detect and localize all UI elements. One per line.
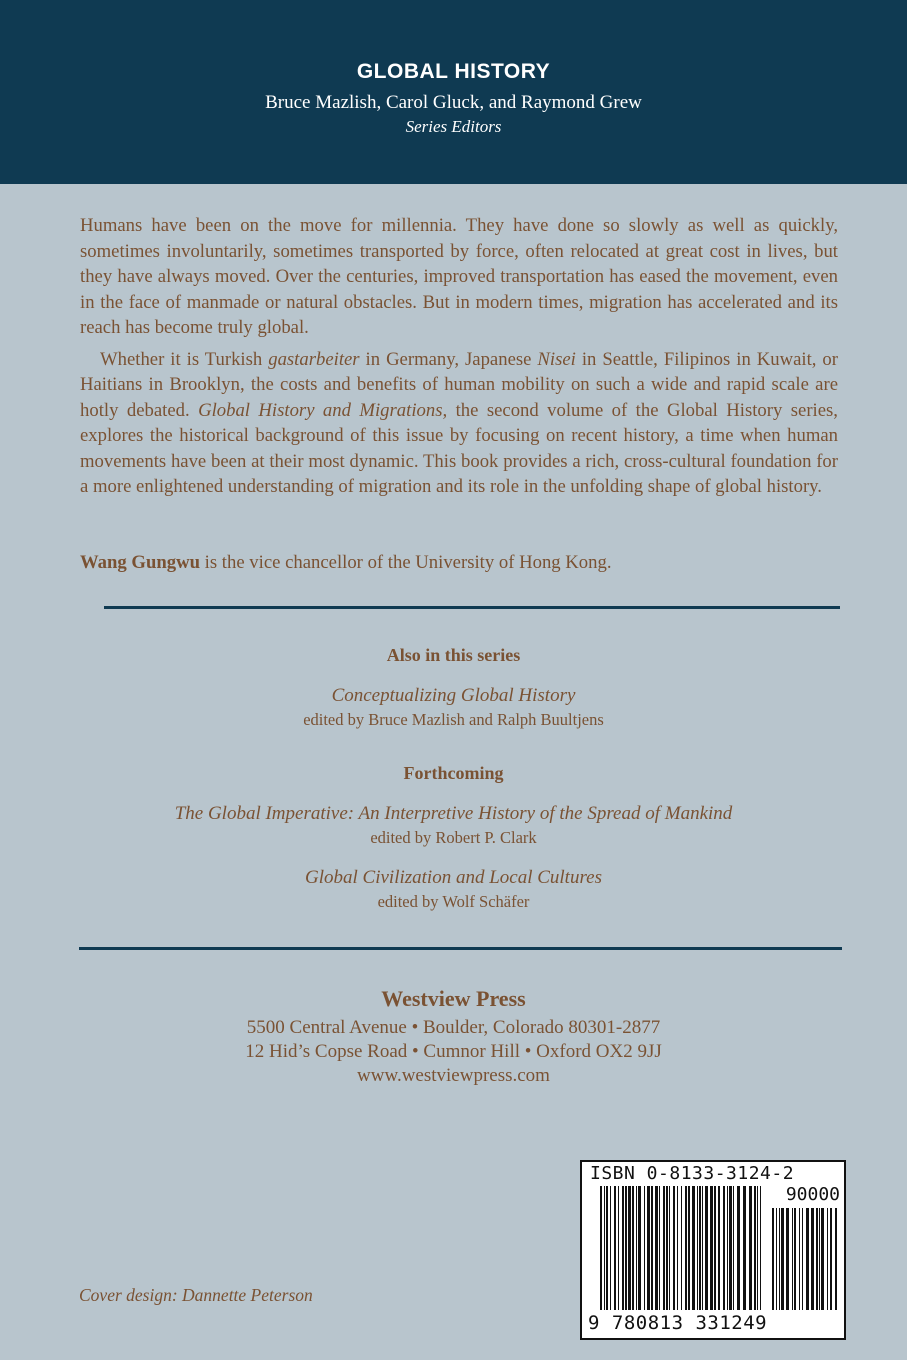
forthcoming-book-editor: edited by Wolf Schäfer [377,892,530,911]
barcode-bar [606,1186,608,1310]
barcode-bar [733,1186,734,1310]
barcode-bars-main [600,1186,762,1310]
barcode-bar [781,1208,784,1310]
isbn-barcode [580,1160,846,1340]
series-header-band [0,0,907,184]
barcode-bar [830,1208,832,1310]
barcode-bar [663,1186,665,1310]
barcode-bar [705,1186,708,1310]
barcode-bar [702,1186,703,1310]
barcode-bar [622,1186,624,1310]
barcode-bars-addon [772,1208,838,1310]
series-editors-label: Series Editors [405,117,502,136]
barcode-bar [697,1186,698,1310]
barcode-bar [655,1186,658,1310]
also-in-series-heading: Also in this series [386,645,521,665]
barcode-bar [737,1186,740,1310]
divider-rule [79,947,842,950]
barcode-bar [811,1208,814,1310]
divider-rule [104,606,840,609]
barcode-bar [757,1186,758,1310]
barcode-bar [644,1186,645,1310]
barcode-bar [681,1186,682,1310]
barcode-bar [651,1186,653,1310]
barcode-bar [669,1186,670,1310]
barcode-bar [692,1186,695,1310]
ean-digits: 9 780813 331249 [588,1312,768,1334]
blurb-term-gastarbeiter: gastarbeiter [268,348,360,370]
barcode-bar [816,1208,818,1310]
barcode-bar [786,1208,789,1310]
barcode-bar [772,1208,774,1310]
barcode-bar [638,1186,641,1310]
blurb-text: the second volume of the Global History series, explores the historical background of this issue by focusing on recent history, a time when human movements have been at their most dynamic. This book provides a rich, cross-cultural foundation for a more enlightened understanding of migration and its role in the unfolding shape of global history. [80,399,838,497]
blurb-text: in Germany, Japanese [359,348,538,370]
barcode-bar [625,1186,627,1310]
barcode-bar [600,1186,602,1310]
forthcoming-book-editor: edited by Robert P. Clark [370,828,537,847]
blurb-paragraph-2 [80,347,838,500]
barcode-bar [835,1208,837,1310]
barcode-bar [699,1186,701,1310]
isbn-number: ISBN 0-8133-3124-2 [590,1163,795,1184]
cover-design-credit: Cover design: Dannette Peterson [79,1285,313,1305]
barcode-bar [723,1186,725,1310]
barcode-bar [688,1186,690,1310]
barcode-bar [604,1186,605,1310]
barcode-bar [802,1208,803,1310]
price-code: 90000 [785,1184,840,1205]
barcode-bar [819,1208,820,1310]
barcode-bar [776,1208,777,1310]
barcode-bar [710,1186,713,1310]
barcode-bar [749,1186,752,1310]
blurb-text: Whether it is Turkish [100,348,269,370]
blurb-paragraph-1: Humans have been on the move for millennia. They have done so slowly as well as quickly, sometimes involuntarily, sometimes transported by force, often relocated at great cost in lives, but they have always moved. Over the centuries, improved transportation has eased the movement, even in the face of manmade or natural obstacles. But in modern times, migration has accelerated and its reach has become truly global. [80,215,838,338]
publisher-name: Westview Press [381,986,526,1011]
barcode-bar [685,1186,687,1310]
barcode-bar [666,1186,668,1310]
barcode-bar [792,1208,793,1310]
author-name: Wang Gungwu [80,552,200,573]
barcode-bar [636,1186,637,1310]
barcode-bar [794,1208,796,1310]
book-blurb [80,213,838,500]
barcode-bar [659,1186,660,1310]
publisher-address-us: 5500 Central Avenue • Boulder, Colorado 80301-2877 [246,1017,661,1038]
series-title: GLOBAL HISTORY [356,60,551,83]
barcode-bar [727,1186,728,1310]
barcode-bar [714,1186,716,1310]
barcode-bar [647,1186,650,1310]
barcode-bar [754,1186,756,1310]
blurb-text: in Seattle, Filipinos in Kuwait, or Haitians in Brooklyn, the costs and benefits of human mobility on such a wide and rapid scale are hotly debated. [80,348,839,421]
author-bio [80,550,838,576]
forthcoming-heading: Forthcoming [403,763,504,783]
barcode-bar [806,1208,809,1310]
barcode-bar [799,1208,800,1310]
forthcoming-book-title: Global Civilization and Local Cultures [305,867,602,888]
publisher-website: www.westviewpress.com [357,1065,550,1086]
barcode-bar [632,1186,634,1310]
barcode-bar [827,1208,828,1310]
series-book-editor: edited by Bruce Mazlish and Ralph Buultjens [303,710,604,729]
blurb-book-title: Global History and Migrations, [198,399,448,421]
barcode-bar [729,1186,732,1310]
series-book-title: Conceptualizing Global History [331,685,576,706]
barcode-bar [618,1186,619,1310]
author-bio-text: is the vice chancellor of the University of Hong Kong. [199,552,612,573]
barcode-bar [718,1186,720,1310]
barcode-bar [673,1186,675,1310]
barcode-bar [677,1186,678,1310]
barcode-bar [779,1208,780,1310]
forthcoming-book-title: The Global Imperative: An Interpretive History of the Spread of Mankind [174,803,733,824]
barcode-bar [743,1186,746,1310]
barcode-bar [628,1186,631,1310]
publisher-address-uk: 12 Hid’s Copse Road • Cumnor Hill • Oxford OX2 9JJ [245,1041,662,1062]
barcode-bar [614,1186,616,1310]
series-editors-names: Bruce Mazlish, Carol Gluck, and Raymond Grew [265,92,642,113]
barcode-bar [821,1208,824,1310]
blurb-term-nisei: Nisei [537,348,576,370]
barcode-bar [610,1186,611,1310]
barcode-bar [760,1186,761,1310]
